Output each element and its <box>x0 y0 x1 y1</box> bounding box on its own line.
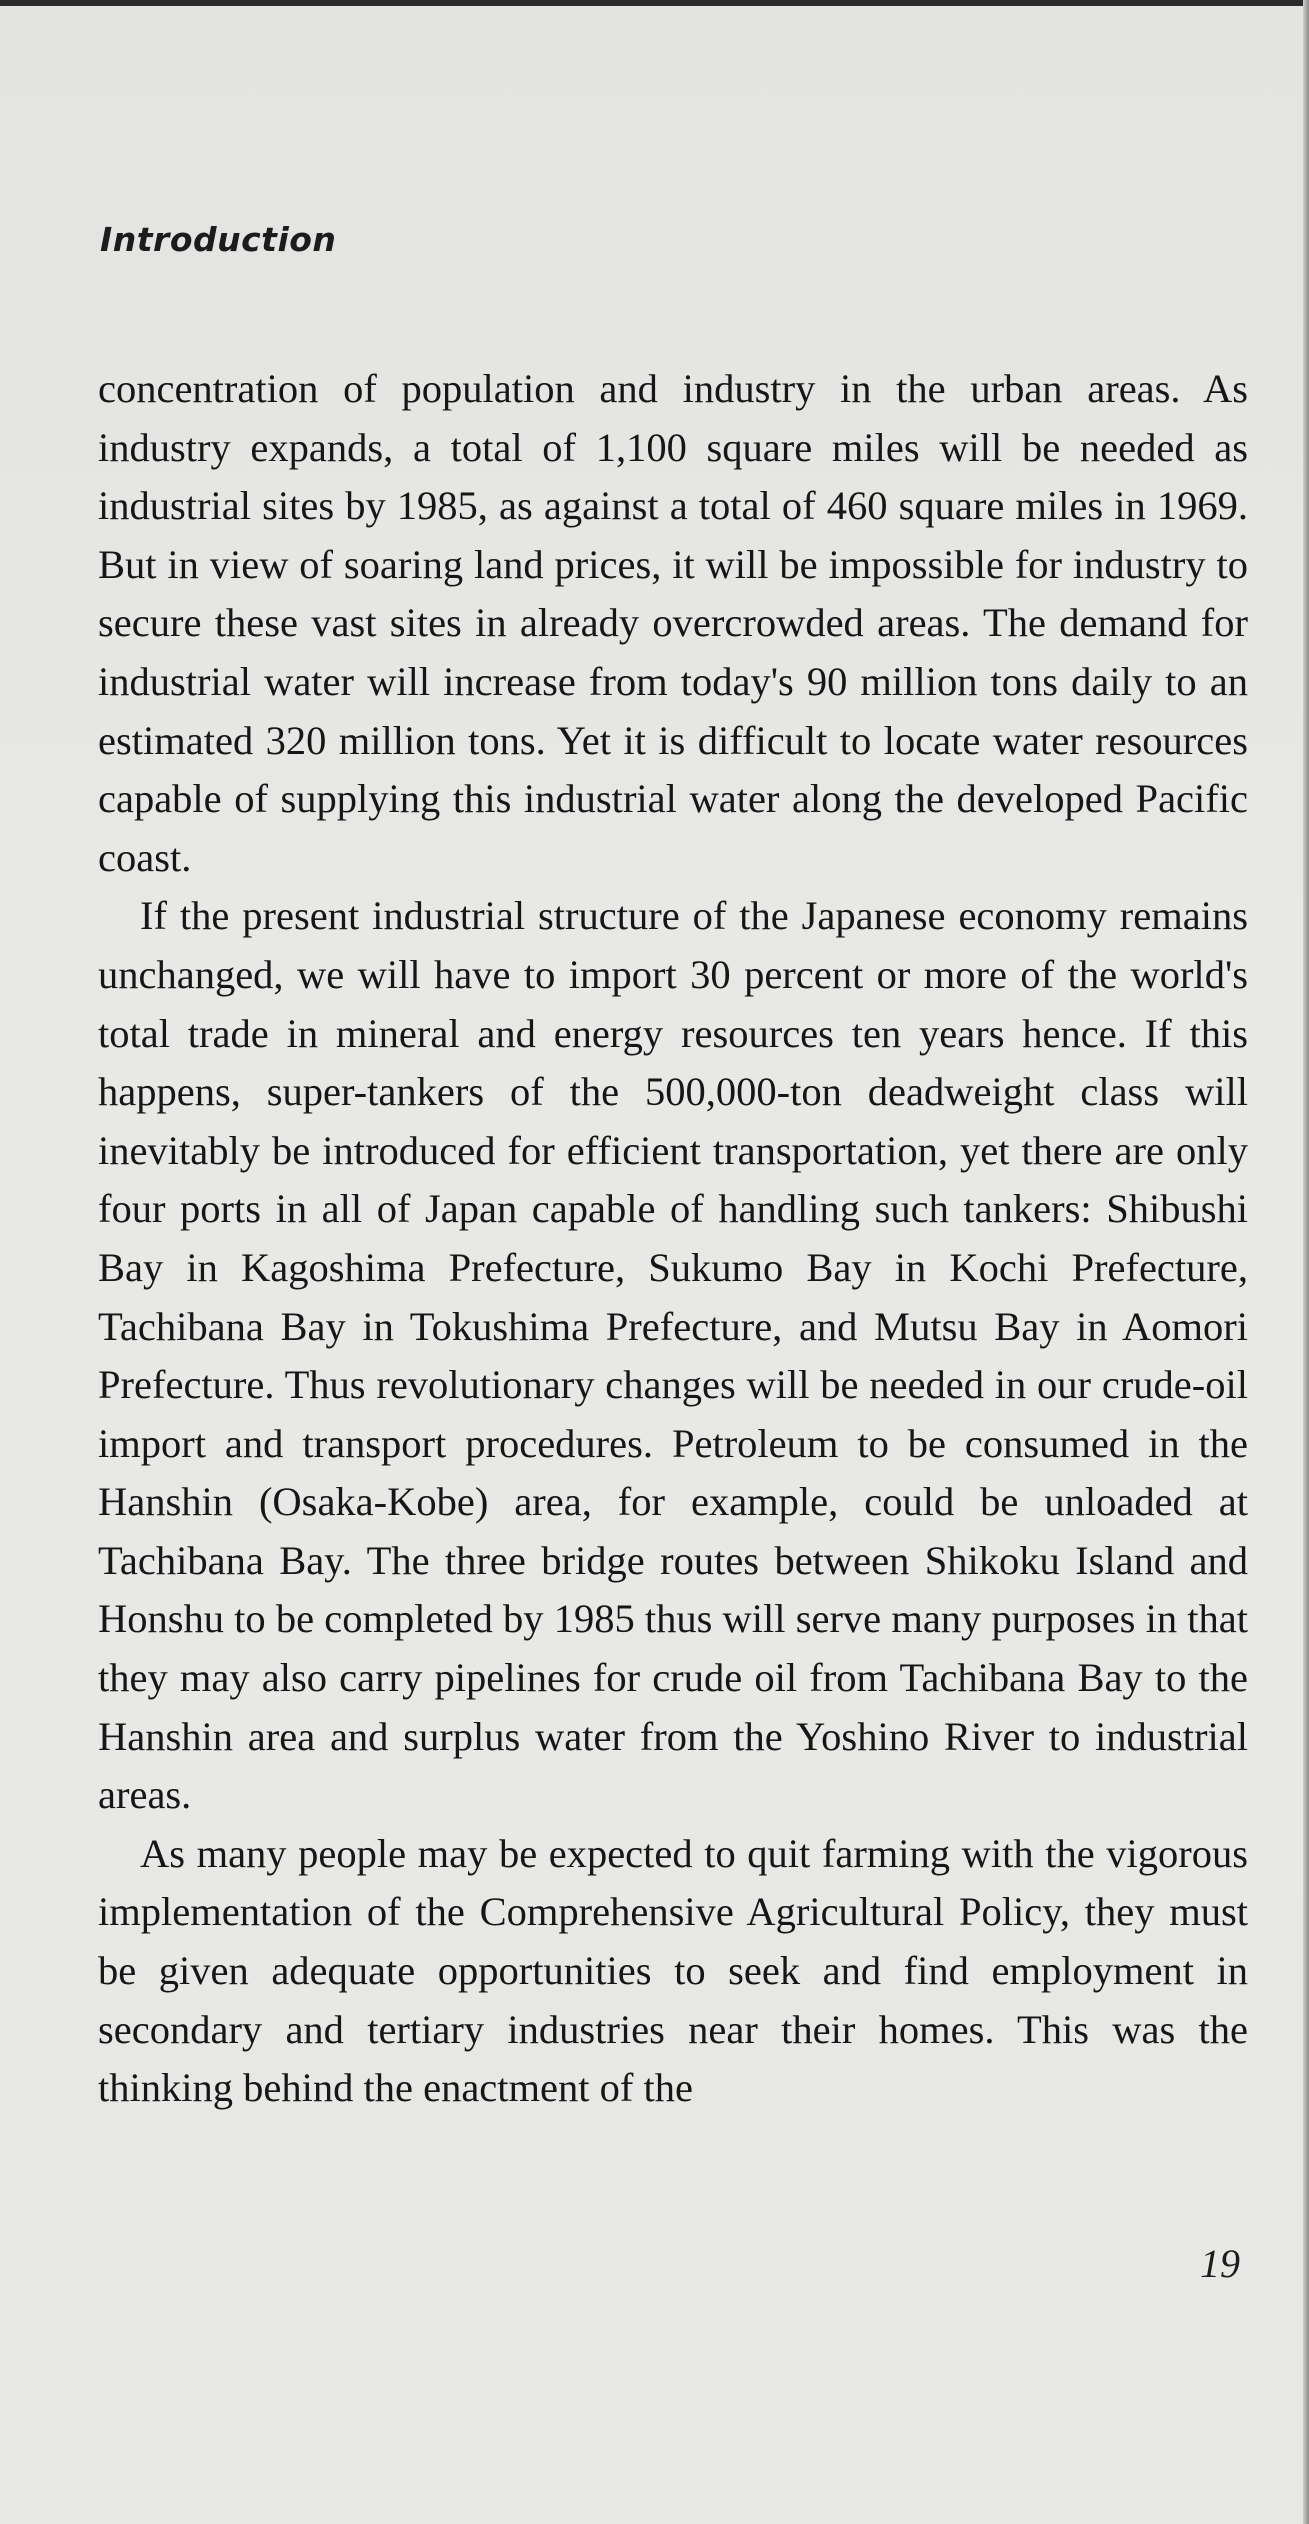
body-text <box>98 360 1248 2118</box>
paragraph-3: As many people may be expected to quit farming with the vigorous implementation of the Comprehensive Agricultural Policy, they must be given adequate opportunities to seek and find employment in secondary and tertiary industries near their homes. This was the thinking behind the enactment of the <box>98 1830 1248 2111</box>
page-right-edge <box>1303 0 1309 2524</box>
paragraph-2: If the present industrial structure of the Japanese economy remains unchanged, we will have to import 30 percent or more of the world's total trade in mineral and energy resources ten years hence. If this happens, super-tankers of the 500,000-ton deadweight class will inevitably be introduced for efficient transportation, yet there are only four ports in all of Japan capable of handling such tankers: Shibushi Bay in Kagoshima Prefecture, Sukumo Bay in Kochi Prefecture, Tachibana Bay in Tokushima Prefecture, and Mutsu Bay in Aomori Prefecture. Thus revolutionary changes will be needed in our crude-oil import and transport procedures. Petroleum to be consumed in the Hanshin (Osaka-Kobe) area, for example, could be unloaded at Tachibana Bay. The three bridge routes between Shikoku Island and Honshu to be completed by 1985 thus will serve many purposes in that they may also carry pipelines for crude oil from Tachibana Bay to the Hanshin area and surplus water from the Yoshino River to industrial areas. <box>98 893 1248 1818</box>
running-head: Introduction <box>100 220 337 259</box>
paragraph-1: concentration of population and industry in the urban areas. As industry expands, a total of 1,100 square miles will be needed as industrial sites by 1985, as against a total of 460 square miles in 1969. But in view of soaring land prices, it will be impossible for industry to secure these vast sites in already overcrowded areas. The demand for industrial water will increase from today's 90 million tons daily to an estimated 320 million tons. Yet it is difficult to locate water resources capable of supplying this industrial water along the developed Pacific coast. <box>98 366 1248 880</box>
page-top-edge <box>0 0 1309 6</box>
page-number: 19 <box>1200 2241 1240 2286</box>
